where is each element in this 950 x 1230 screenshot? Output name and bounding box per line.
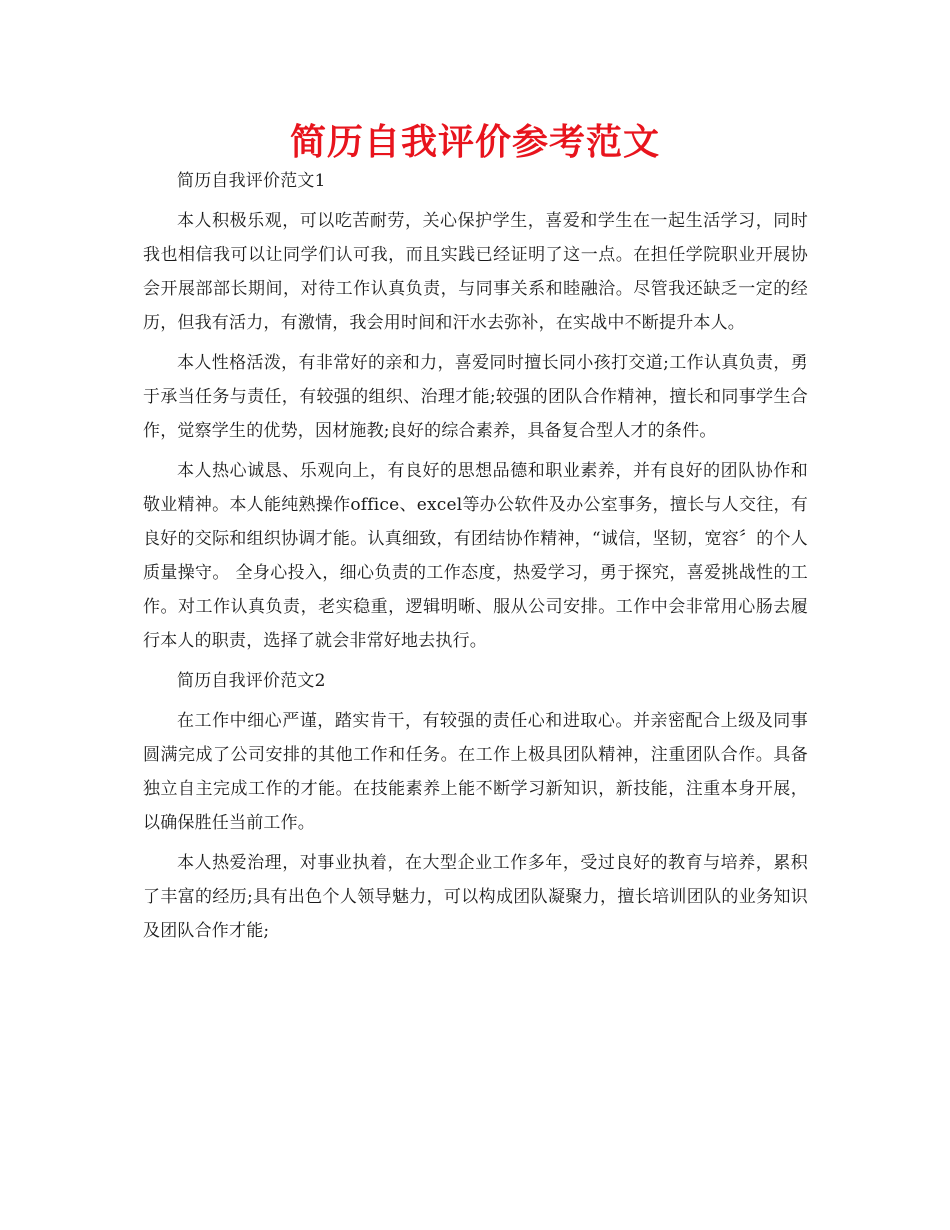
section-heading: 简历自我评价范文2 — [177, 671, 326, 691]
paragraph: 本人积极乐观，可以吃苦耐劳，关心保护学生，喜爱和学生在一起生活学习，同时我也相信我可以让同学们认可我，而且实践已经证明了这一点。在担任学院职业开展协会开展部部长期间，对待工作认真负责，与同事关系和睦融洽。尽管我还缺乏一定的经历，但我有活力，有激情，我会用时间和汗水去弥补，在实战中不断提升本人。 — [143, 211, 808, 333]
section-heading: 简历自我评价范文1 — [177, 171, 326, 191]
document-body — [143, 164, 808, 954]
paragraph: 本人热爱治理，对事业执着，在大型企业工作多年，受过良好的教育与培养，累积了丰富的经历;具有出色个人领导魅力，可以构成团队凝聚力，擅长培训团队的业务知识及团队合作才能; — [143, 853, 808, 941]
document-title: 简历自我评价参考范文 — [289, 122, 660, 163]
paragraph: 本人性格活泼，有非常好的亲和力，喜爱同时擅长同小孩打交道;工作认真负责，勇于承当任务与责任，有较强的组织、治理才能;较强的团队合作精神，擅长和同事学生合作，觉察学生的优势，因材施教;良好的综合素养，具备复合型人才的条件。 — [143, 353, 808, 441]
paragraph: 本人热心诚恳、乐观向上，有良好的思想品德和职业素养，并有良好的团队协作和敬业精神。本人能纯熟操作office、excel等办公软件及办公室事务，擅长与人交往，有良好的交际和组织协调才能。认真细致，有团结协作精神，“诚信，坚韧，宽容〞的个人质量操守。 全身心投入，细心负责的工作态度，热爱学习，勇于探究，喜爱挑战性的工作。对工作认真负责，老实稳重，逻辑明晰、服从公司安排。工作中会非常用心肠去履行本人的职责，选择了就会非常好地去执行。 — [143, 461, 808, 651]
paragraph: 在工作中细心严谨，踏实肯干，有较强的责任心和进取心。并亲密配合上级及同事圆满完成了公司安排的其他工作和任务。在工作上极具团队精神，注重团队合作。具备独立自主完成工作的才能。在技能素养上能不断学习新知识，新技能，注重本身开展，以确保胜任当前工作。 — [143, 711, 808, 833]
